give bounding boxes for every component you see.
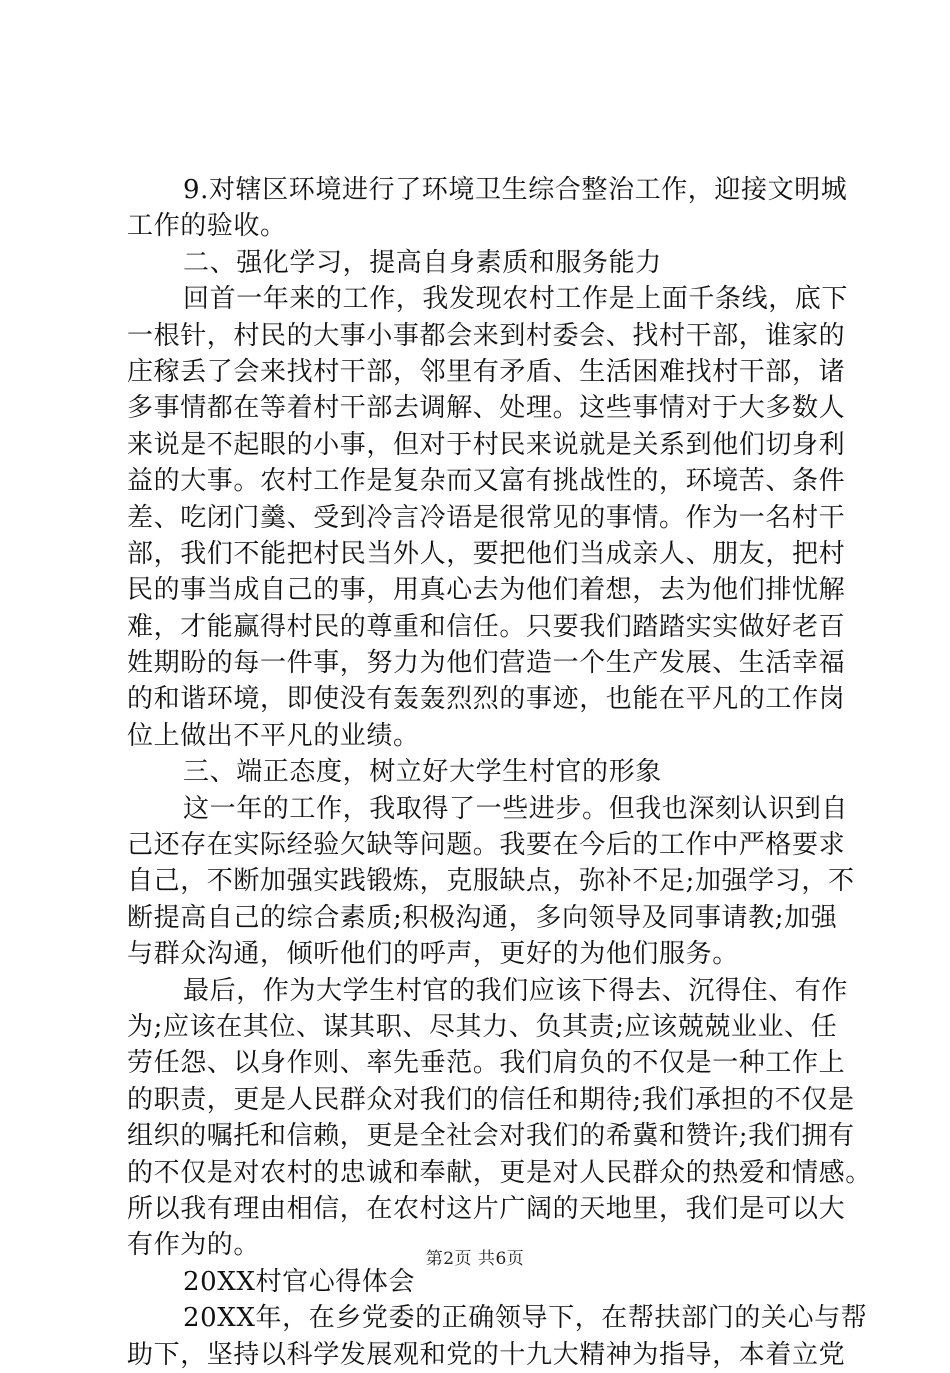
- text-line: 回首一年来的工作，我发现农村工作是上面千条线，底下: [183, 284, 849, 315]
- section-heading: 三、端正态度，树立好大学生村官的形象: [183, 757, 662, 788]
- text-line: 与群众沟通，倾听他们的呼声，更好的为他们服务。: [127, 939, 739, 970]
- text-line: 的不仅是对农村的忠诚和奉献，更是对人民群众的热爱和情感。: [127, 1157, 872, 1188]
- text-line: 差、吃闭门羹、受到冷言冷语是很常见的事情。作为一名村干: [127, 502, 846, 533]
- text-line: 劳任怨、以身作则、率先垂范。我们肩负的不仅是一种工作上: [127, 1048, 846, 1079]
- text-line: 的和谐环境，即使没有轰轰烈烈的事迹，也能在平凡的工作岗: [127, 684, 846, 715]
- text-line: 最后，作为大学生村官的我们应该下得去、沉得住、有作: [183, 975, 849, 1006]
- text-line: 9.对辖区环境进行了环境卫生综合整治工作，迎接文明城: [183, 175, 848, 205]
- text-line: 断提高自己的综合素质;积极沟通，多向领导及同事请教;加强: [127, 902, 838, 933]
- text-line: 所以我有理由相信，在农村这片广阔的天地里，我们是可以大: [127, 1193, 846, 1224]
- text-line: 姓期盼的每一件事，努力为他们营造一个生产发展、生活幸福: [127, 648, 846, 679]
- text-line: 有作为的。: [127, 1230, 261, 1261]
- text-line: 为;应该在其位、谋其职、尽其力、负其责;应该兢兢业业、任: [127, 1011, 838, 1042]
- text-line: 一根针，村民的大事小事都会来到村委会、找村干部，谁家的: [127, 320, 846, 351]
- text-line: 20XX年，在乡党委的正确领导下，在帮扶部门的关心与帮: [183, 1303, 868, 1334]
- text-line: 位上做出不平凡的业绩。: [127, 720, 420, 751]
- text-line: 民的事当成自己的事，用真心去为他们着想，去为他们排忧解: [127, 575, 846, 606]
- text-line: 多事情都在等着村干部去调解、处理。这些事情对于大多数人: [127, 393, 846, 424]
- text-line: 的职责，更是人民群众对我们的信任和期待;我们承担的不仅是: [127, 1084, 855, 1115]
- text-line: 自己，不断加强实践锻炼，克服缺点，弥补不足;加强学习，不: [127, 866, 855, 897]
- text-line: 工作的验收。: [127, 211, 287, 242]
- page-number-footer: 第2页 共6页: [425, 1249, 525, 1269]
- text-line: 组织的嘱托和信赖，更是全社会对我们的希冀和赞许;我们拥有: [127, 1121, 855, 1152]
- text-line: 己还存在实际经验欠缺等问题。我要在今后的工作中严格要求: [127, 830, 846, 861]
- text-line: 益的大事。农村工作是复杂而又富有挑战性的，环境苦、条件: [127, 466, 846, 497]
- document-body: [127, 172, 872, 1373]
- text-line: 来说是不起眼的小事，但对于村民来说就是关系到他们切身利: [127, 429, 846, 460]
- article-title: 20XX村官心得体会: [183, 1266, 416, 1297]
- text-line: 助下，坚持以科学发展观和党的十九大精神为指导，本着立党: [127, 1339, 846, 1370]
- text-line: 这一年的工作，我取得了一些进步。但我也深刻认识到自: [183, 793, 849, 824]
- text-line: 庄稼丢了会来找村干部，邻里有矛盾、生活困难找村干部，诸: [127, 356, 846, 387]
- text-line: 部，我们不能把村民当外人，要把他们当成亲人、朋友，把村: [127, 538, 846, 569]
- text-line: 难，才能赢得村民的尊重和信任。只要我们踏踏实实做好老百: [127, 611, 846, 642]
- section-heading: 二、强化学习，提高自身素质和服务能力: [183, 247, 662, 278]
